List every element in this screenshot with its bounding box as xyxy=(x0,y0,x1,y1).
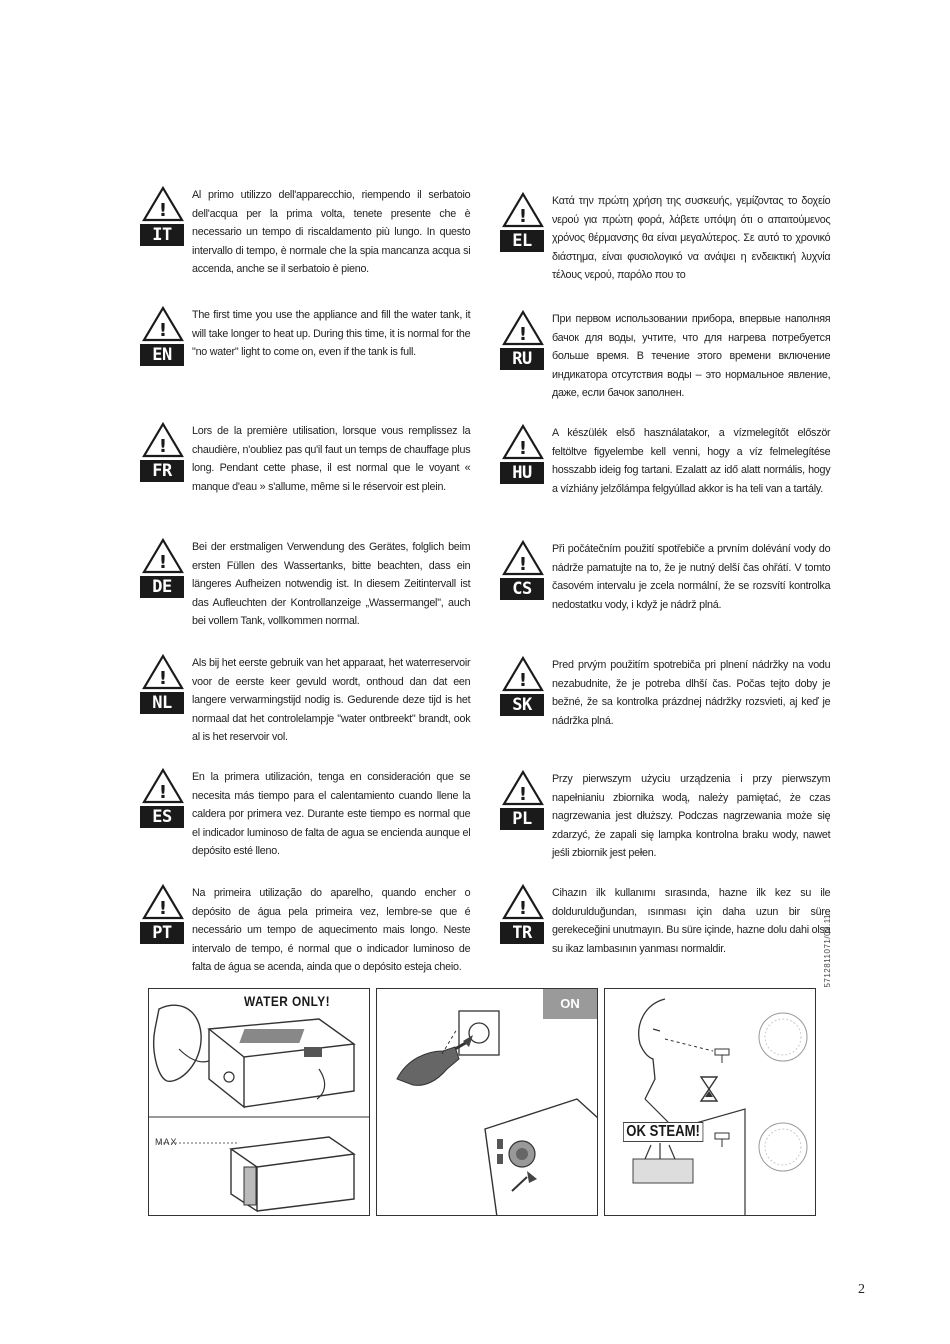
warning-text: Při počátečním použití spotřebiče a prvním dolévání vody do nádrže pamatujte na to, že je nutný delší čas ohřátí. V tomto časovém intervalu je zcela normální, že se rozsvítí kontrolka nedostatku vody, i když je nádrž plná. xyxy=(552,543,831,611)
language-code: SK xyxy=(500,694,544,716)
warning-triangle-icon xyxy=(142,422,184,458)
plug-in-illustration xyxy=(377,989,598,1216)
document-code: 5712811071/02.11 xyxy=(823,914,832,988)
warning-triangle-icon xyxy=(142,306,184,342)
warning-triangle-icon xyxy=(502,310,544,346)
svg-text:!: ! xyxy=(518,554,528,575)
warning-text: Na primeira utilização do aparelho, quando encher o depósito de água pela primeira vez, lembre-se que é necessário um tempo de aquecimento mais longo. Neste intervalo de tempo, é normal que o indicador luminoso de falta de água se acenda, ainda que o depósito esteja cheio. xyxy=(192,887,471,974)
max-label: MAX xyxy=(155,1137,178,1147)
svg-text:!: ! xyxy=(158,782,168,803)
language-code: ES xyxy=(140,806,184,828)
warning-text: Pred prvým použitím spotrebiča pri plnení nádržky na vodu nezabudnite, že je potreba dlhší čas. Počas tejto doby je bežné, že sa kontrolka prázdnej nádržky rozsvieti, aj keď je nádržka plná. xyxy=(552,659,831,727)
svg-text:!: ! xyxy=(518,670,528,691)
svg-text:!: ! xyxy=(158,552,168,573)
language-code: RU xyxy=(500,348,544,370)
warning-triangle-icon xyxy=(502,884,544,920)
svg-text:!: ! xyxy=(518,898,528,919)
fill-tank-illustration xyxy=(149,989,370,1216)
warning-text: При первом использовании прибора, впервые наполняя бачок для воды, учтите, что для нагрева потребуется больше время. В течение этого времени включение индикатора отсутствия воды – это нормальное явление, даже, если бачок заполнен. xyxy=(552,313,831,400)
warning-triangle-icon xyxy=(502,656,544,692)
svg-text:!: ! xyxy=(518,324,528,345)
language-code: PT xyxy=(140,922,184,944)
page-number: 2 xyxy=(858,1282,865,1297)
svg-text:!: ! xyxy=(158,320,168,341)
warning-text: Als bij het eerste gebruik van het apparaat, het waterreservoir voor de eerste keer gevuld wordt, onthoud dan dat een langere verwarmingstijd nodig is. Gedurende deze tijd is het normaal dat het controlelampje "water ontbreekt" brandt, ook al is het reservoir vol. xyxy=(192,657,471,744)
warning-text: En la primera utilización, tenga en consideración que se necesita más tiempo para el calentamiento cuando llene la caldera por primera vez. Durante este tiempo es normal que el indicador luminoso de falta de agua se encienda aunque el depósito esté lleno. xyxy=(192,771,471,858)
language-code: TR xyxy=(500,922,544,944)
ok-steam-label: OK STEAM! xyxy=(623,1122,703,1142)
ok-steam-illustration xyxy=(605,989,816,1216)
warning-text: The first time you use the appliance and fill the water tank, it will take longer to heat up. During this time, it is normal for the "no water" light to come on, even if the tank is full. xyxy=(192,309,471,359)
language-code: EL xyxy=(500,230,544,252)
warning-triangle-icon xyxy=(142,186,184,222)
warning-text: A készülék első használatakor, a vízmelegítőt először feltöltve figyelembe kell venni, hogy a víz felmelegítése hosszabb ideig fog tartani. Ezalatt az idő alatt normális, hogy a vízhiány jelzőlámpa felgyúllad akkor is ha teli van a tartály. xyxy=(552,427,831,495)
warning-text: Bei der erstmaligen Verwendung des Gerätes, folglich beim ersten Füllen des Wassertanks, bitte beachten, dass ein längeres Aufheizen notwendig ist. In diesem Zeitintervall ist das Aufleuchten der Kontrollanzeige „Wassermangel", auch bei vollem Tank, vollkommen normal. xyxy=(192,541,471,628)
language-code: DE xyxy=(140,576,184,598)
svg-text:!: ! xyxy=(158,898,168,919)
warning-triangle-icon xyxy=(502,424,544,460)
warning-triangle-icon xyxy=(502,192,544,228)
language-code: HU xyxy=(500,462,544,484)
language-code: FR xyxy=(140,460,184,482)
warning-text: Al primo utilizzo dell'apparecchio, riempendo il serbatoio dell'acqua per la prima volta, tenete presente che è necessario un tempo di riscaldamento più lungo. In questo intervallo di tempo, è normale che la spia mancanza acqua si accenda, anche se il serbatoio è pieno. xyxy=(192,189,471,276)
water-only-label: WATER ONLY! xyxy=(244,993,330,1009)
figure-ok-steam xyxy=(604,988,816,1216)
svg-text:!: ! xyxy=(518,784,528,805)
warning-text: Cihazın ilk kullanımı sırasında, hazne ilk kez su ile doldurulduğundan, ısınması için daha uzun bir süre gerekeceğini unutmayın. Bu süre içinde, hazne dolu dahi olsa su ikaz lambasının yanması normaldir. xyxy=(552,887,831,955)
svg-text:!: ! xyxy=(518,206,528,227)
warning-triangle-icon xyxy=(502,540,544,576)
language-code: CS xyxy=(500,578,544,600)
svg-text:!: ! xyxy=(158,668,168,689)
on-label: ON xyxy=(543,989,597,1019)
warning-triangle-icon xyxy=(502,770,544,806)
language-code: IT xyxy=(140,224,184,246)
language-code: NL xyxy=(140,692,184,714)
warning-triangle-icon xyxy=(142,768,184,804)
svg-text:!: ! xyxy=(158,436,168,457)
svg-text:!: ! xyxy=(158,200,168,221)
warning-triangle-icon xyxy=(142,884,184,920)
warning-text: Lors de la première utilisation, lorsque vous remplissez la chaudière, n'oubliez pas qu'il faut un temps de chauffage plus long. Pendant cette phase, il est normal que le voyant « manque d'eau » s'allume, même si le réservoir est plein. xyxy=(192,425,471,493)
svg-text:!: ! xyxy=(518,438,528,459)
language-code: PL xyxy=(500,808,544,830)
warning-triangle-icon xyxy=(142,654,184,690)
language-code: EN xyxy=(140,344,184,366)
figure-plug-in xyxy=(376,988,598,1216)
warning-triangle-icon xyxy=(142,538,184,574)
warning-text: Przy pierwszym użyciu urządzenia i przy pierwszym napełnianiu zbiornika wodą, należy pamiętać, że czas nagrzewania jest dłuższy. Podczas nagrzewania może się zdarzyć, że zapali się lampka kontrolna braku wody, nawet jeśli zbiornik jest pełen. xyxy=(552,773,831,860)
warning-text: Κατά την πρώτη χρήση της συσκευής, γεμίζοντας το δοχείο νερού για πρώτη φορά, λάβετε υπόψη ότι ο απαιτούμενος χρόνος θέρμανσης θα είναι μεγαλύτερος. Σε αυτό το χρονικό διάστημα, είναι φυσιολογικό να ανάψει η ενδεικτική λυχνία τέλους νερού, παρόλο που το xyxy=(552,195,831,282)
figure-fill-tank xyxy=(148,988,370,1216)
